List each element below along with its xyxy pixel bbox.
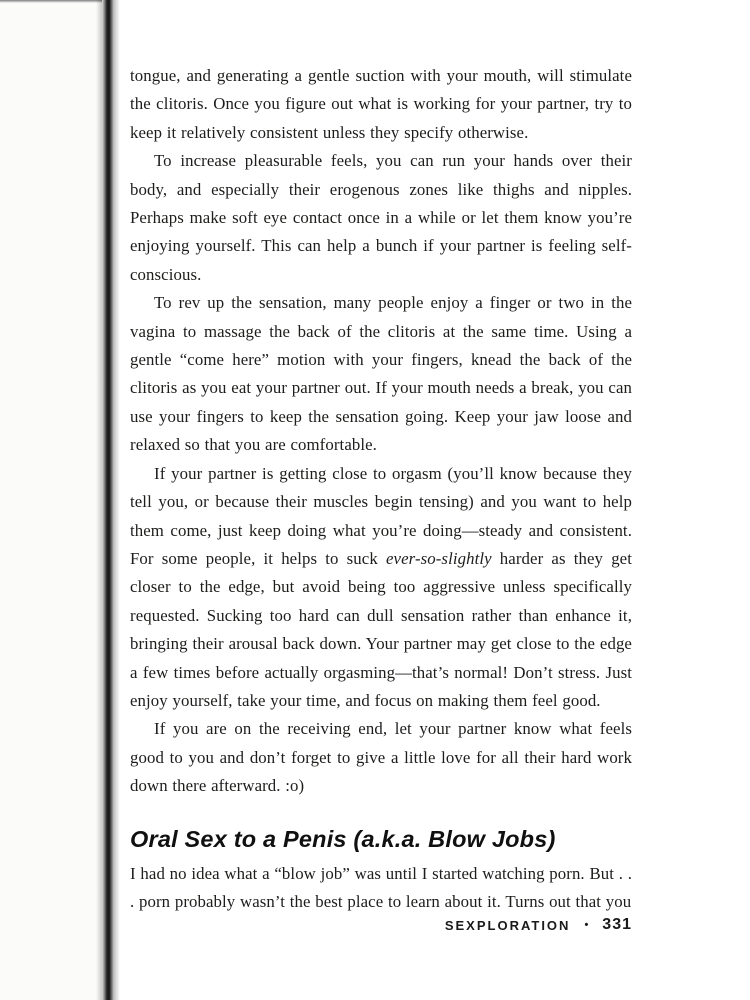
page-left-margin: [0, 0, 102, 1000]
paragraph: I had no idea what a “blow job” was until I started watching porn. But . . . porn probably wasn’t the best place to learn about it. Turns out that you: [130, 863, 632, 911]
paragraph: To increase pleasurable feels, you can run your hands over their body, and especially their erogenous zones like thighs and nipples. Perhaps make soft eye contact once in a while or let them know you’re enjoying yourself. This can help a bunch if your partner is feeling self-conscious.: [130, 151, 632, 284]
book-spine-shadow: [96, 0, 120, 1000]
paragraph: To rev up the sensation, many people enjoy a finger or two in the vagina to massage the back of the clitoris at the same time. Using a gentle “come here” motion with your fingers, knead the back of the clitoris as you eat your partner out. If your mouth needs a break, you can use your fingers to keep the sensation going. Keep your jaw loose and relaxed so that you are comfortable.: [130, 293, 632, 455]
italic-phrase: ever-so-slightly: [386, 548, 492, 568]
section-heading: Oral Sex to a Penis (a.k.a. Blow Jobs): [130, 825, 556, 852]
paragraph-text: harder as they get closer to the edge, but avoid being too aggressive unless specifically requested. Sucking too hard can dull sensation rather than enhance it, bringing their arousal back down. Your partner may get close to the edge a few times before actually orgasming—that’s normal! Don’t stress. Just enjoy yourself, take your time, and focus on making them feel good.: [130, 548, 632, 710]
page-text-block: [130, 62, 632, 916]
running-footer-title: SEXPLORATION: [444, 917, 571, 933]
page-number: 331: [602, 916, 632, 933]
footer-bullet-separator: •: [584, 919, 589, 931]
page-top-edge-shadow: [0, 0, 102, 3]
paragraph-continuation: tongue, and generating a gentle suction with your mouth, will stimulate the clitoris. Once you figure out what is working for your partner, try to keep it relatively consistent unless they specify otherwise.: [130, 66, 632, 142]
paragraph: [130, 460, 632, 716]
paragraph: If you are on the receiving end, let your partner know what feels good to you and don’t forget to give a little love for all their hard work down there afterward. :o): [130, 719, 632, 796]
page-footer: [445, 916, 632, 934]
paragraph-text: If your partner is getting close to orgasm (you’ll know because they tell you, or because their muscles begin tensing) and you want to help them come, just keep doing what you’re doing—steady and consistent. For some people, it helps to suck: [130, 463, 632, 568]
